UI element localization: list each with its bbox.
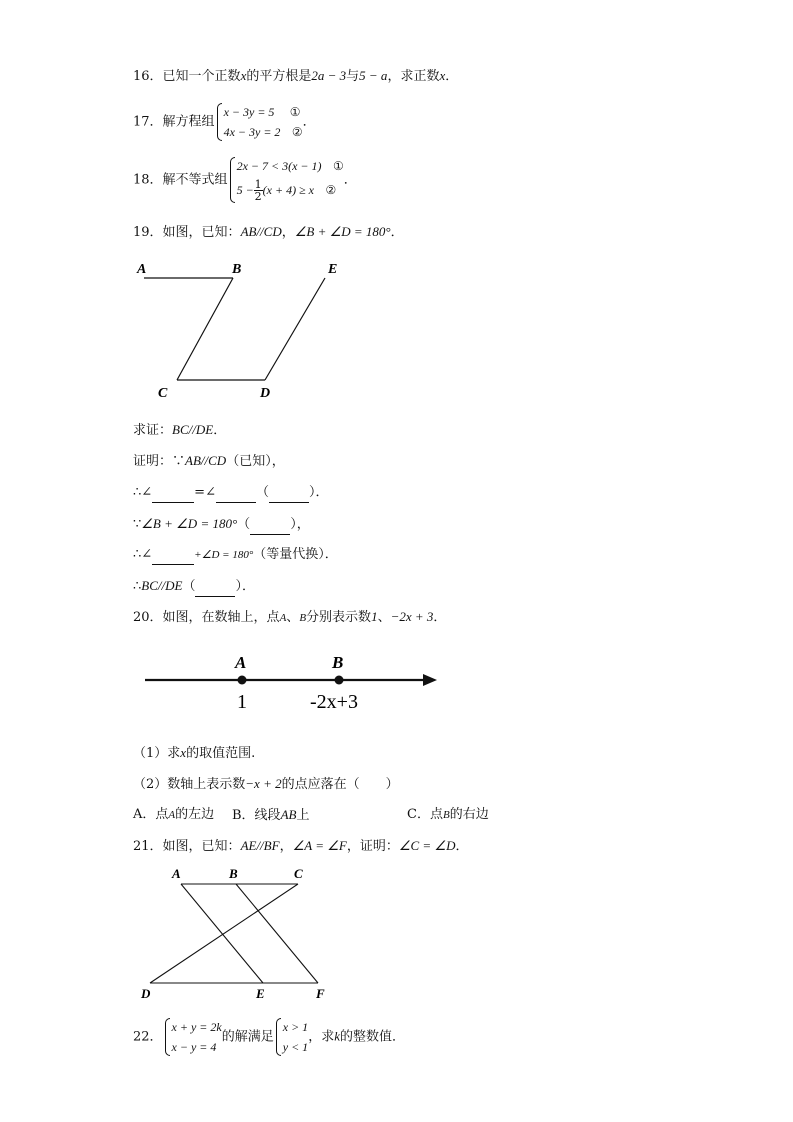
equation-system: x + y = 2k x − y = 4 xyxy=(163,1017,222,1057)
question-number: 16． xyxy=(133,69,163,84)
point-label-c: C xyxy=(158,386,168,401)
question-17: 17．解方程组 x − 3y = 5 ① 4x − 3y = 2 ② ． xyxy=(133,102,316,142)
point-label-e: E xyxy=(328,262,338,277)
question-18: 18．解不等式组 2x − 7 < 3(x − 1) ① 5 − $\frac{1}{2}$ (x + 4) ≥ x ② ． xyxy=(133,156,357,204)
proof-line-2: ∴∠ =∠ （ ）． xyxy=(133,484,329,503)
point-label-b: B xyxy=(232,262,242,277)
question-20-part-1: （1）求x的取值范围. xyxy=(133,745,256,761)
point-label-d: D xyxy=(141,986,151,1001)
question-20: 20．如图，在数轴上，点A、B分别表示数1、−2x + 3． xyxy=(133,609,447,625)
question-16: 16．已知一个正数x的平方根是2a − 3与5 − a，求正数x． xyxy=(133,68,459,84)
point-label-e: E xyxy=(256,986,265,1001)
point-label-c: C xyxy=(294,866,303,881)
point-label-a: A xyxy=(137,262,147,277)
point-label-a: A xyxy=(172,866,181,881)
equation-system: x − 3y = 5 ① 4x − 3y = 2 ② xyxy=(215,102,303,142)
proof-line-3: ∵∠B + ∠D = 180°（ ）， xyxy=(133,515,310,535)
segment-ae xyxy=(181,884,263,983)
choice-a: A．点A的左边 xyxy=(133,807,215,822)
axis-label-a: A xyxy=(235,653,247,672)
point-label-b: B xyxy=(229,866,238,881)
proof-line-5: ∴BC//DE（ ）． xyxy=(133,577,255,597)
proof-line-4: ∴∠ +∠D = 180°（等量代换）． xyxy=(133,546,338,565)
question-21: 21．如图，已知：AE//BF，∠A = ∠F，证明：∠C = ∠D． xyxy=(133,838,469,854)
axis-label-b: B xyxy=(332,653,344,672)
axis-value-b: -2x+3 xyxy=(310,691,358,713)
segment-bf xyxy=(236,884,318,983)
inequality-system: 2x − 7 < 3(x − 1) ① 5 − $\frac{1}{2}$ (x + 4) ≥ x ② xyxy=(228,156,344,204)
condition-system: x > 1 y < 1 xyxy=(274,1017,308,1057)
question-19: 19．如图，已知：AB//CD，∠B + ∠D = 180°． xyxy=(133,224,404,240)
point-label-d: D xyxy=(260,386,271,401)
choice-b: B．线段AB上 xyxy=(232,807,310,823)
question-20-part-2: （2）数轴上表示数−x + 2的点应落在（ ） xyxy=(133,776,399,792)
prove-statement: 求证：BC//DE． xyxy=(133,422,227,438)
proof-line-1: 证明：∵AB//CD（已知）， xyxy=(133,453,285,469)
point-label-f: F xyxy=(316,986,325,1001)
axis-value-a: 1 xyxy=(237,691,247,713)
choice-c: C．点B的右边 xyxy=(407,807,489,822)
question-22: 22． x + y = 2k x − y = 4 的解满足 x > 1 y < 1 ，求k的整数值． xyxy=(133,1017,405,1057)
segment-cd xyxy=(150,884,298,983)
